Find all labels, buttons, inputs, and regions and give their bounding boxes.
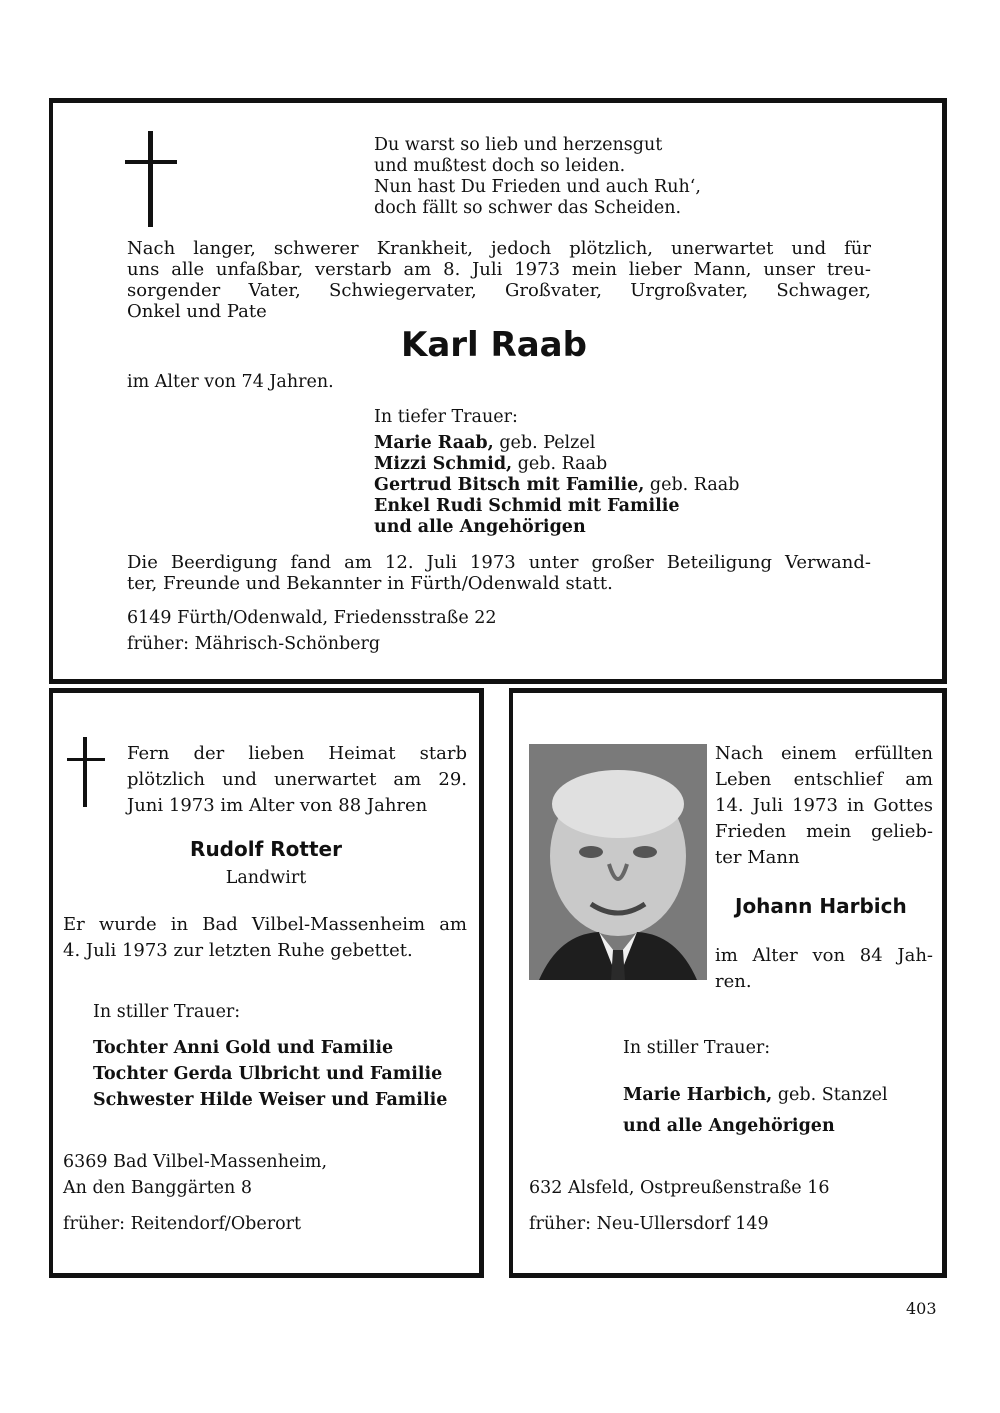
mourning-intro: In stiller Trauer:	[93, 1002, 241, 1022]
occupation: Landwirt	[225, 868, 307, 888]
announcement-line: Onkel und Pate	[127, 301, 267, 322]
page-number: 403	[906, 1299, 937, 1318]
deceased-name: Rudolf Rotter	[190, 837, 342, 861]
announcement-line: ter Mann	[715, 847, 800, 868]
mourning-intro: In stiller Trauer:	[623, 1038, 771, 1058]
announcement-line: Nach langer, schwerer Krankheit, jedoch plötzlich, unerwartet und für	[127, 238, 871, 259]
deceased-age: im Alter von 74 Jahren.	[127, 372, 334, 392]
cross-icon	[67, 737, 105, 807]
age-line: im Alter von 84 Jah-	[715, 945, 933, 966]
address: 6149 Fürth/Odenwald, Friedensstraße 22	[127, 608, 497, 628]
mourner: Tochter Anni Gold und Familie	[93, 1038, 394, 1058]
address: 632 Alsfeld, Ostpreußenstraße 16	[529, 1178, 830, 1198]
cross-icon	[125, 131, 177, 227]
mourner: Gertrud Bitsch mit Familie, geb. Raab	[374, 475, 740, 495]
age-line: ren.	[715, 971, 752, 992]
mourner: Schwester Hilde Weiser und Familie	[93, 1090, 448, 1110]
announcement-line: Nach einem erfüllten	[715, 743, 933, 764]
announcement-line: Leben entschlief am	[715, 769, 933, 790]
mourner: Tochter Gerda Ulbricht und Familie	[93, 1064, 443, 1084]
deceased-name: Johann Harbich	[735, 894, 907, 918]
portrait-silhouette	[529, 744, 707, 980]
announcement-line: plötzlich und unerwartet am 29.	[127, 769, 467, 790]
poem-line: doch fällt so schwer das Scheiden.	[374, 198, 682, 218]
poem-line: und mußtest doch so leiden.	[374, 156, 626, 176]
obituary-johann-harbich	[509, 688, 947, 1278]
portrait-photo	[529, 744, 707, 980]
obituary-karl-raab	[49, 98, 947, 684]
mourner: und alle Angehörigen	[374, 517, 586, 537]
former-residence: früher: Neu-Ullersdorf 149	[529, 1214, 769, 1234]
announcement-line: Fern der lieben Heimat starb	[127, 743, 467, 764]
burial-line: Er wurde in Bad Vilbel-Massenheim am	[63, 914, 467, 935]
poem-line: Nun hast Du Frieden und auch Ruh‘,	[374, 177, 701, 197]
funeral-line: Die Beerdigung fand am 12. Juli 1973 unter großer Beteiligung Verwand-	[127, 552, 871, 573]
address: An den Banggärten 8	[63, 1178, 252, 1198]
obituary-rudolf-rotter	[49, 688, 484, 1278]
burial-line: 4. Juli 1973 zur letzten Ruhe gebettet.	[63, 940, 413, 961]
announcement-line: Frieden mein gelieb-	[715, 821, 933, 842]
mourner: und alle Angehörigen	[623, 1116, 835, 1136]
mourner: Marie Harbich, geb. Stanzel	[623, 1085, 888, 1105]
announcement-line: uns alle unfaßbar, verstarb am 8. Juli 1973 mein lieber Mann, unser treu-	[127, 259, 871, 280]
funeral-line: ter, Freunde und Bekannter in Fürth/Odenwald statt.	[127, 573, 613, 594]
announcement-line: Juni 1973 im Alter von 88 Jahren	[127, 795, 428, 816]
mourner: Mizzi Schmid, geb. Raab	[374, 454, 608, 474]
announcement-line: sorgender Vater, Schwiegervater, Großvater, Urgroßvater, Schwager,	[127, 280, 871, 301]
mourning-intro: In tiefer Trauer:	[374, 407, 518, 427]
mourner: Enkel Rudi Schmid mit Familie	[374, 496, 680, 516]
former-residence: früher: Mährisch-Schönberg	[127, 634, 381, 654]
deceased-name: Karl Raab	[401, 325, 587, 365]
address: 6369 Bad Vilbel-Massenheim,	[63, 1152, 328, 1172]
mourner: Marie Raab, geb. Pelzel	[374, 433, 596, 453]
former-residence: früher: Reitendorf/Oberort	[63, 1214, 302, 1234]
announcement-line: 14. Juli 1973 in Gottes	[715, 795, 933, 816]
poem-line: Du warst so lieb und herzensgut	[374, 135, 663, 155]
